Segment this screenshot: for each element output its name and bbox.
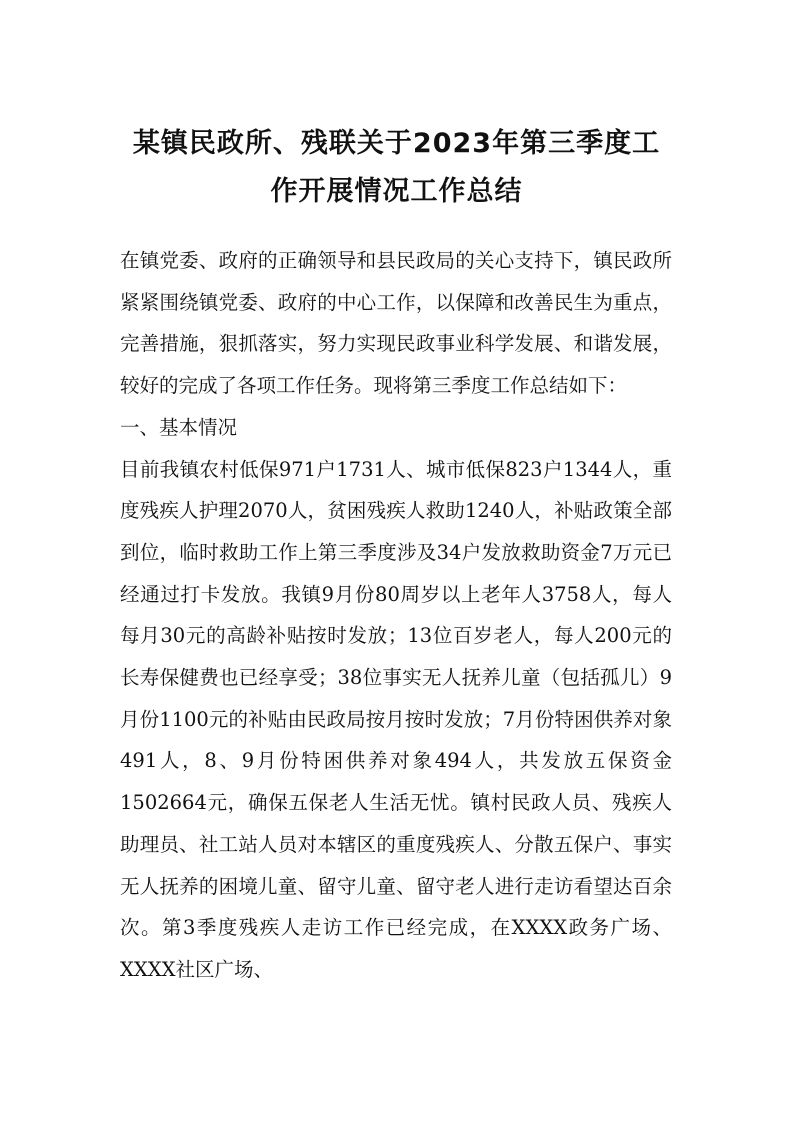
- document-body: [120, 240, 672, 991]
- intro-paragraph: 在镇党委、政府的正确领导和县民政局的关心支持下，镇民政所紧紧围绕镇党委、政府的中心工作，以保障和改善民生为重点，完善措施，狠抓落实，努力实现民政事业科学发展、和谐发展，较好的完成了各项工作任务。现将第三季度工作总结如下：: [120, 249, 672, 398]
- section-heading-basic-situation: 一、基本情况: [120, 415, 238, 439]
- section-body-basic-situation: 目前我镇农村低保971户1731人、城市低保823户1344人，重度残疾人护理2070人，贫困残疾人救助1240人，补贴政策全部到位，临时救助工作上第三季度涉及34户发放救助资金7万元已经通过打卡发放。我镇9月份80周岁以上老年人3758人，每人每月30元的高龄补贴按时发放；13位百岁老人，每人200元的长寿保健费也已经享受；38位事实无人抚养儿童（包括孤儿）9月份1100元的补贴由民政局按月按时发放；7月份特困供养对象491人，8、9月份特困供养对象494人，共发放五保资金1502664元，确保五保老人生活无忧。镇村民政人员、残疾人助理员、社工站人员对本辖区的重度残疾人、分散五保户、事实无人抚养的困境儿童、留守儿童、留守老人进行走访看望达百余次。第3季度残疾人走访工作已经完成，在XXXX政务广场、XXXX社区广场、: [120, 457, 672, 981]
- title-line-2: 作开展情况工作总结: [270, 176, 523, 207]
- title-line-1: 某镇民政所、残联关于2023年第三季度工: [132, 128, 661, 159]
- document-title: [100, 120, 693, 216]
